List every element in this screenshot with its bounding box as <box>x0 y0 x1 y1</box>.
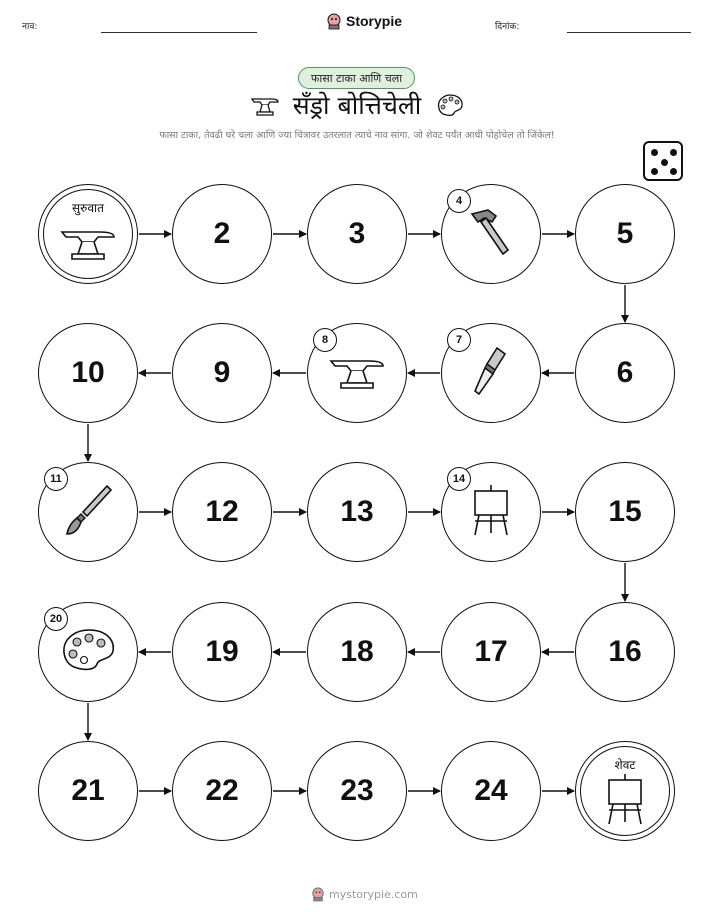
anvil-icon <box>329 351 385 395</box>
tile-number-badge: 7 <box>447 328 471 352</box>
board-tile-8 <box>307 323 407 423</box>
board-tile-9 <box>172 323 272 423</box>
tile-number-badge: 14 <box>447 467 471 491</box>
tile-number: 6 <box>616 356 634 389</box>
tile-number: 2 <box>213 217 231 250</box>
date-label: दिनांक: <box>495 22 520 32</box>
tile-number: 15 <box>608 495 642 528</box>
easel-icon <box>469 483 513 541</box>
anvil-icon <box>60 222 116 266</box>
tile-number-badge: 11 <box>44 467 68 491</box>
tile-number: 18 <box>340 635 374 668</box>
board-tile-21 <box>38 741 138 841</box>
board-tile-23 <box>307 741 407 841</box>
tile-number-badge: 4 <box>447 189 471 213</box>
game-type-pill: फासा टाका आणि चला <box>298 67 415 89</box>
tile-number: 17 <box>474 635 508 668</box>
page-title: सँड्रो बोत्तिचेली <box>292 91 422 120</box>
tile-number-badge: 8 <box>313 328 337 352</box>
tile-number: 24 <box>474 774 508 807</box>
tile-number: 21 <box>71 774 105 807</box>
tile-number: 3 <box>348 217 366 250</box>
tile-number: 13 <box>340 495 374 528</box>
tile-number: 9 <box>213 356 231 389</box>
board-tile-24 <box>441 741 541 841</box>
board-tile-16 <box>575 602 675 702</box>
start-label: सुरुवात <box>72 201 104 215</box>
easel-icon <box>603 772 647 830</box>
board-tile-22 <box>172 741 272 841</box>
board-tile-4 <box>441 184 541 284</box>
board-tile-15 <box>575 462 675 562</box>
storypie-mascot-icon <box>311 886 325 902</box>
board-tile-6 <box>575 323 675 423</box>
board-tile-12 <box>172 462 272 562</box>
chisel-icon <box>471 344 511 402</box>
paintbrush-icon <box>63 482 113 542</box>
brand-name: Storypie <box>346 13 403 29</box>
name-label: नाव: <box>22 22 38 32</box>
board-tile-5 <box>575 184 675 284</box>
board-tile-17 <box>441 602 541 702</box>
board-tile-19 <box>172 602 272 702</box>
tile-number: 5 <box>616 217 634 250</box>
tile-number-badge: 20 <box>44 607 68 631</box>
footer-site: mystorypie.com <box>329 887 418 901</box>
board-tile-3 <box>307 184 407 284</box>
board-tile-10 <box>38 323 138 423</box>
instructions: फासा टाका, तेवढी घरे चला आणि ज्या चित्रावर उतरलात त्याचे नाव सांगा. जो शेवट पर्यंत आधी पोहोचेल तो जिंकेल! <box>159 130 555 141</box>
board-tile-11 <box>38 462 138 562</box>
board-tile-18 <box>307 602 407 702</box>
footer <box>311 886 418 902</box>
board-tile-20 <box>38 602 138 702</box>
tile-number: 19 <box>205 635 239 668</box>
end-label: शेवट <box>614 758 636 772</box>
tile-number: 10 <box>71 356 105 389</box>
tile-number: 16 <box>608 635 642 668</box>
palette-icon <box>59 627 117 677</box>
end-tile <box>575 741 675 841</box>
board-tile-14 <box>441 462 541 562</box>
board-tile-13 <box>307 462 407 562</box>
start-tile <box>38 184 138 284</box>
board-tile-2 <box>172 184 272 284</box>
tile-number: 12 <box>205 495 239 528</box>
board-tile-7 <box>441 323 541 423</box>
tile-number: 23 <box>340 774 374 807</box>
tile-number: 22 <box>205 774 239 807</box>
hammer-icon <box>466 206 516 262</box>
